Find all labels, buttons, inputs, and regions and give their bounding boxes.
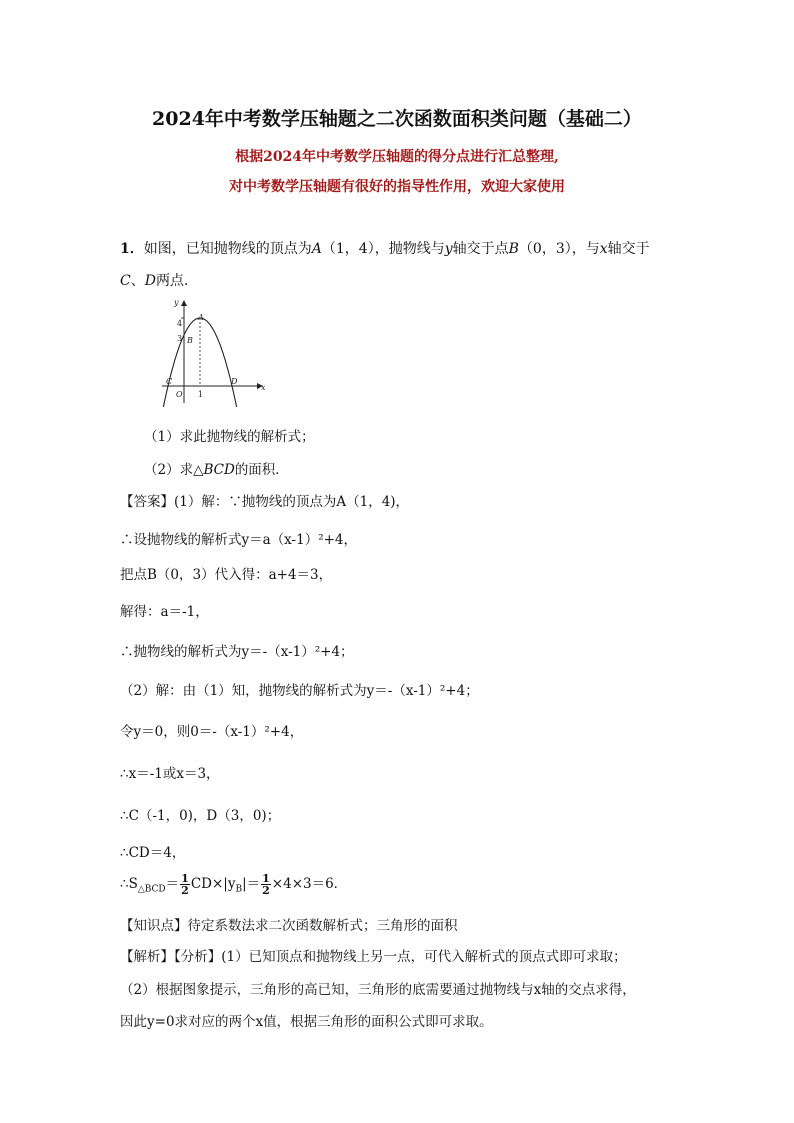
answer-line-6: （2）解：由（1）知，抛物线的解析式为y＝-（x-1）²+4；	[120, 683, 479, 699]
question-line-1: 1．如图，已知抛物线的顶点为A（1，4），抛物线与y轴交于点B（0，3），与x轴交于	[120, 241, 650, 257]
analysis-line-2: （2）根据图象提示，三角形的高已知，三角形的底需要通过抛物线与x轴的交点求得，	[120, 982, 636, 998]
point-a-label: A	[198, 313, 204, 322]
answer-line-3: 把点B（0，3）代入得：a+4＝3，	[120, 567, 333, 583]
origin-label: O	[176, 390, 183, 399]
part-2: （2）求△BCD的面积．	[144, 462, 289, 478]
subtitle-line-2: 对中考数学压轴题有很好的指导性作用，欢迎大家使用	[229, 179, 565, 195]
analysis-line-3: 因此y=0求对应的两个x值，根据三角形的面积公式即可求取。	[120, 1014, 493, 1030]
y-tick-label-3: 3	[177, 334, 183, 343]
x-axis-label: x	[261, 383, 266, 392]
answer-line-8: ∴x＝-1或x＝3，	[120, 766, 220, 782]
answer-line-4: 解得：a＝-1，	[120, 604, 209, 620]
page-title: 2024年中考数学压轴题之二次函数面积类问题（基础二）	[152, 108, 642, 130]
y-tick-label-4: 4	[177, 319, 183, 328]
answer-line-9: ∴C（-1，0)，D（3，0)；	[120, 808, 281, 824]
answer-line-1: 【答案】(1）解：∵抛物线的顶点为A（1，4)，	[120, 494, 410, 510]
point-d-label: D	[231, 377, 238, 386]
question-line-2: C、D两点．	[120, 273, 198, 289]
answer-line-10: ∴CD＝4，	[120, 845, 186, 861]
answer-area-formula: $\therefore S_{\triangle BCD}=$ $\frac{1}{2}$ $CD\times|y_B|=$ $\frac{1}{2}$ ×4×3＝6．	[120, 872, 348, 897]
analysis-line-1: 【解析】【分析】(1）已知顶点和抛物线上另一点，可代入解析式的顶点式即可求取；	[120, 949, 627, 965]
fraction-one-half: $\frac{1}{2}$	[181, 872, 189, 897]
fraction-one-half-2: $\frac{1}{2}$	[262, 872, 270, 897]
point-b-label: B	[187, 336, 193, 345]
parabola-graph	[158, 295, 270, 407]
answer-line-2: ∴设抛物线的解析式y＝a（x-1）²+4，	[120, 532, 358, 548]
part-1: （1）求此抛物线的解析式；	[144, 429, 315, 445]
subtitle-line-1: 根据2024年中考数学压轴题的得分点进行汇总整理,	[235, 149, 559, 165]
point-c-label: C	[166, 377, 173, 386]
x-tick-label-1: 1	[198, 390, 204, 399]
question-number: 1．	[120, 241, 144, 257]
answer-line-7: 令y＝0，则0＝-（x-1）²+4，	[120, 724, 304, 740]
y-axis-label: y	[174, 298, 179, 307]
knowledge-point: 【知识点】待定系数法求二次函数解析式；三角形的面积	[120, 918, 458, 934]
answer-line-5: ∴抛物线的解析式为y＝-（x-1）²+4；	[120, 644, 354, 660]
